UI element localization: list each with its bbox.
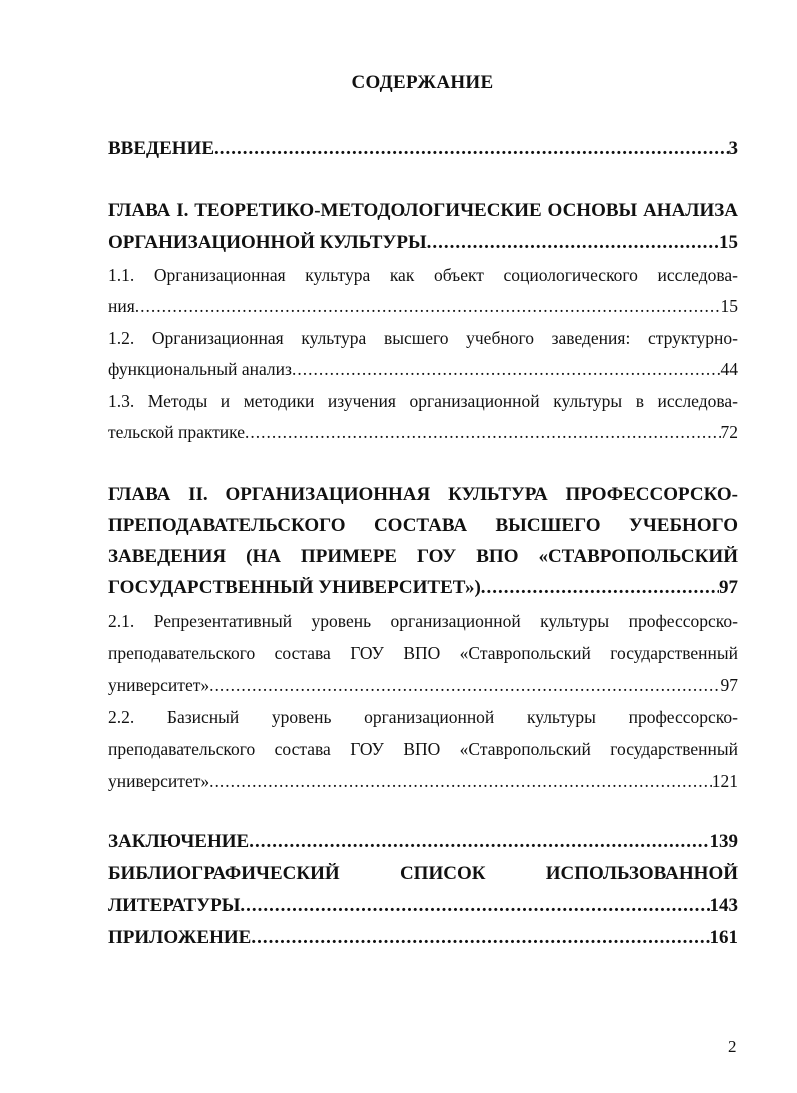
toc-chapter-1[interactable] bbox=[108, 232, 738, 254]
toc-entry-intro[interactable] bbox=[108, 138, 738, 160]
toc-entry-label: тельской практике bbox=[108, 422, 246, 442]
dot-leader bbox=[209, 675, 720, 696]
toc-entry-label: ПРИЛОЖЕНИЕ bbox=[108, 927, 252, 948]
toc-entry-label: университет» bbox=[108, 771, 210, 791]
toc-entry-label: ния bbox=[108, 296, 135, 316]
toc-entry-bibliography[interactable] bbox=[108, 895, 738, 917]
toc-page-number: 139 bbox=[709, 831, 738, 852]
toc-chapter-1-line1[interactable]: ГЛАВА I. ТЕОРЕТИКО-МЕТОДОЛОГИЧЕСКИЕ ОСНОВЫ АНАЛИЗА bbox=[108, 200, 738, 221]
toc-entry-label: ЗАКЛЮЧЕНИЕ bbox=[108, 831, 250, 852]
toc-section-2-1[interactable] bbox=[108, 675, 738, 696]
toc-chapter-2-line1[interactable]: ГЛАВА II. ОРГАНИЗАЦИОННАЯ КУЛЬТУРА ПРОФЕССОРСКО- bbox=[108, 484, 738, 505]
page-title: СОДЕРЖАНИЕ bbox=[351, 72, 494, 93]
dot-leader bbox=[251, 927, 709, 949]
dot-leader bbox=[245, 422, 720, 443]
toc-entry-label: функциональный анализ bbox=[108, 359, 292, 379]
dot-leader bbox=[481, 577, 719, 599]
toc-page-number: 97 bbox=[719, 577, 738, 598]
toc-section-2-1-line2[interactable]: преподавательского состава ГОУ ВПО «Ставропольский государственный bbox=[108, 643, 738, 663]
dot-leader bbox=[249, 831, 709, 853]
toc-page-number: 3 bbox=[728, 138, 738, 159]
page-number: 2 bbox=[728, 1037, 737, 1056]
toc-page-number: 143 bbox=[709, 895, 738, 916]
dot-leader bbox=[214, 138, 729, 160]
toc-section-2-2[interactable] bbox=[108, 771, 738, 792]
toc-entry-conclusion[interactable] bbox=[108, 831, 738, 853]
toc-chapter-2-line3[interactable]: ЗАВЕДЕНИЯ (НА ПРИМЕРЕ ГОУ ВПО «СТАВРОПОЛЬСКИЙ bbox=[108, 546, 738, 567]
toc-section-1-3[interactable] bbox=[108, 422, 738, 443]
toc-entry-label: ВВЕДЕНИЕ bbox=[108, 138, 214, 159]
dot-leader bbox=[292, 359, 721, 380]
toc-entry-appendix[interactable] bbox=[108, 927, 738, 949]
toc-section-1-3-line1[interactable]: 1.3. Методы и методики изучения организационной культуры в исследова- bbox=[108, 391, 738, 411]
toc-section-1-2-line1[interactable]: 1.2. Организационная культура высшего учебного заведения: структурно- bbox=[108, 328, 738, 348]
dot-leader bbox=[209, 771, 712, 792]
toc-section-2-1-line1[interactable]: 2.1. Репрезентативный уровень организационной культуры профессорско- bbox=[108, 611, 738, 631]
toc-page-number: 72 bbox=[720, 422, 738, 442]
toc-page-number: 161 bbox=[709, 927, 738, 948]
dot-leader bbox=[135, 296, 721, 317]
toc-section-1-2[interactable] bbox=[108, 359, 738, 380]
toc-section-1-1[interactable] bbox=[108, 296, 738, 317]
toc-entry-label: ЛИТЕРАТУРЫ bbox=[108, 895, 241, 916]
toc-section-2-2-line1[interactable]: 2.2. Базисный уровень организационной культуры профессорско- bbox=[108, 707, 738, 727]
toc-page-number: 15 bbox=[720, 296, 738, 316]
toc-section-1-1-line1[interactable]: 1.1. Организационная культура как объект социологического исследова- bbox=[108, 265, 738, 285]
toc-chapter-2-line2[interactable]: ПРЕПОДАВАТЕЛЬСКОГО СОСТАВА ВЫСШЕГО УЧЕБНОГО bbox=[108, 515, 738, 536]
toc-page-number: 97 bbox=[720, 675, 738, 695]
toc-entry-label: ГОСУДАРСТВЕННЫЙ УНИВЕРСИТЕТ») bbox=[108, 577, 481, 598]
toc-page-number: 44 bbox=[720, 359, 738, 379]
dot-leader bbox=[240, 895, 709, 917]
toc-chapter-2[interactable] bbox=[108, 577, 738, 599]
toc-page-number: 121 bbox=[711, 771, 738, 791]
toc-entry-label: университет» bbox=[108, 675, 210, 695]
toc-section-2-2-line2[interactable]: преподавательского состава ГОУ ВПО «Ставропольский государственный bbox=[108, 739, 738, 759]
toc-bibliography-line1[interactable]: БИБЛИОГРАФИЧЕСКИЙ СПИСОК ИСПОЛЬЗОВАННОЙ bbox=[108, 863, 738, 884]
toc-entry-label: ОРГАНИЗАЦИОННОЙ КУЛЬТУРЫ bbox=[108, 232, 427, 253]
dot-leader bbox=[427, 232, 719, 254]
toc-page-number: 15 bbox=[719, 232, 738, 253]
